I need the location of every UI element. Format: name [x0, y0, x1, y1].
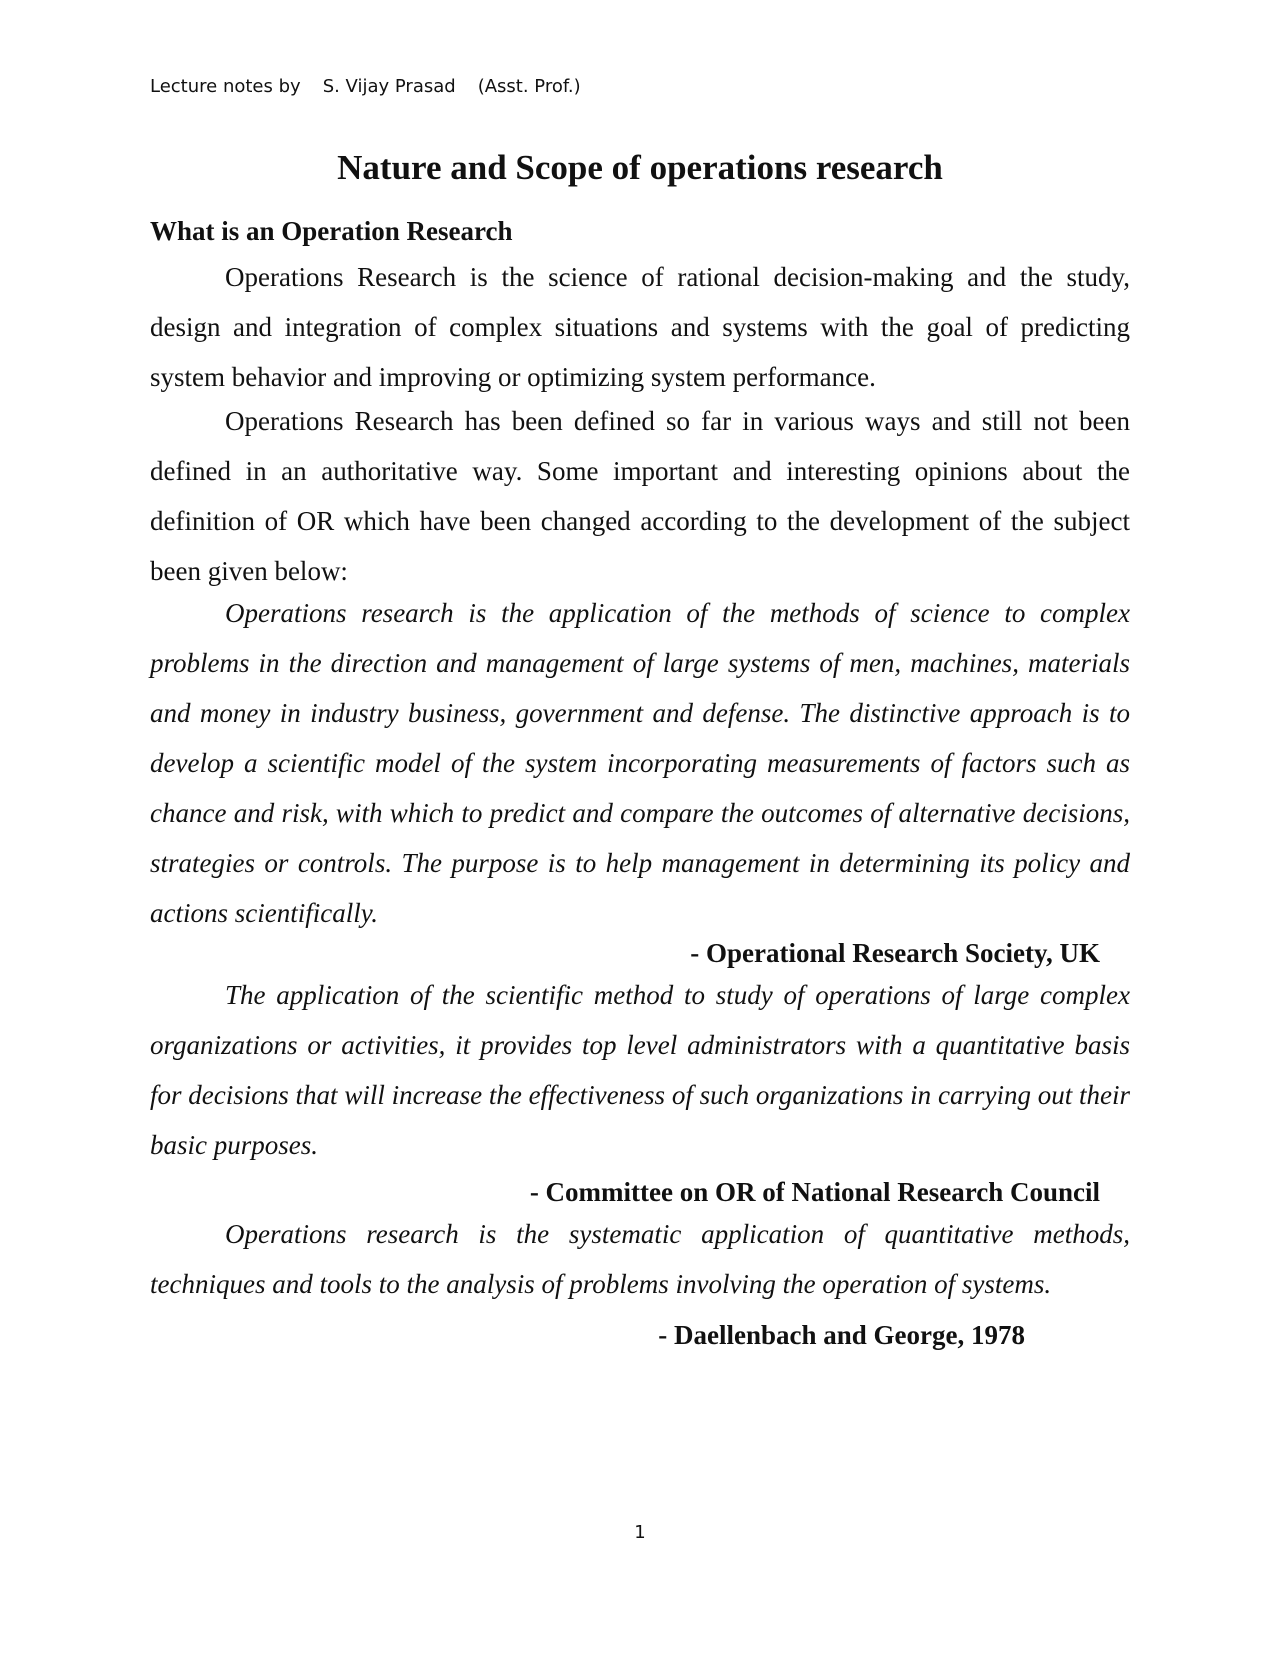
header-author-prefix: Lecture notes by	[150, 76, 301, 97]
page-title: Nature and Scope of operations research	[337, 148, 943, 187]
header-author-role: (Asst. Prof.)	[477, 76, 581, 97]
page-header	[150, 76, 581, 97]
definition-source-daellenbach: - Daellenbach and George, 1978	[658, 1320, 1025, 1350]
paragraph-intro: Operations Research is the science of rational decision-making and the study, design and integration of complex situations and systems with the goal of predicting system behavior and improving or optimizing system performance.	[150, 262, 1130, 392]
definition-source-or-society: - Operational Research Society, UK	[690, 938, 1100, 968]
header-author-name: S. Vijay Prasad	[322, 76, 456, 97]
page-number: 1	[634, 1522, 646, 1543]
definition-quote-nrc: The application of the scientific method to study of operations of large complex organizations or activities, it provides top level administrators with a quantitative basis for decisions that will increase the effectiveness of such organizations in carrying out their basic purposes.	[150, 980, 1130, 1160]
definition-quote-or-society: Operations research is the application of the methods of science to complex problems in the direction and management of large systems of men, machines, materials and money in industry business, government and defense. The distinctive approach is to develop a scientific model of the system incorporating measurements of factors such as chance and risk, with which to predict and compare the outcomes of alternative decisions, strategies or controls. The purpose is to help management in determining its policy and actions scientifically.	[150, 598, 1130, 928]
section-heading: What is an Operation Research	[150, 216, 513, 246]
definition-quote-daellenbach: Operations research is the systematic application of quantitative methods, techniques and tools to the analysis of problems involving the operation of systems.	[150, 1219, 1130, 1299]
paragraph-definitions-intro: Operations Research has been defined so far in various ways and still not been defined in an authoritative way. Some important and interesting opinions about the definition of OR which have been changed according to the development of the subject been given below:	[150, 406, 1130, 586]
definition-source-nrc: - Committee on OR of National Research Council	[529, 1177, 1100, 1207]
